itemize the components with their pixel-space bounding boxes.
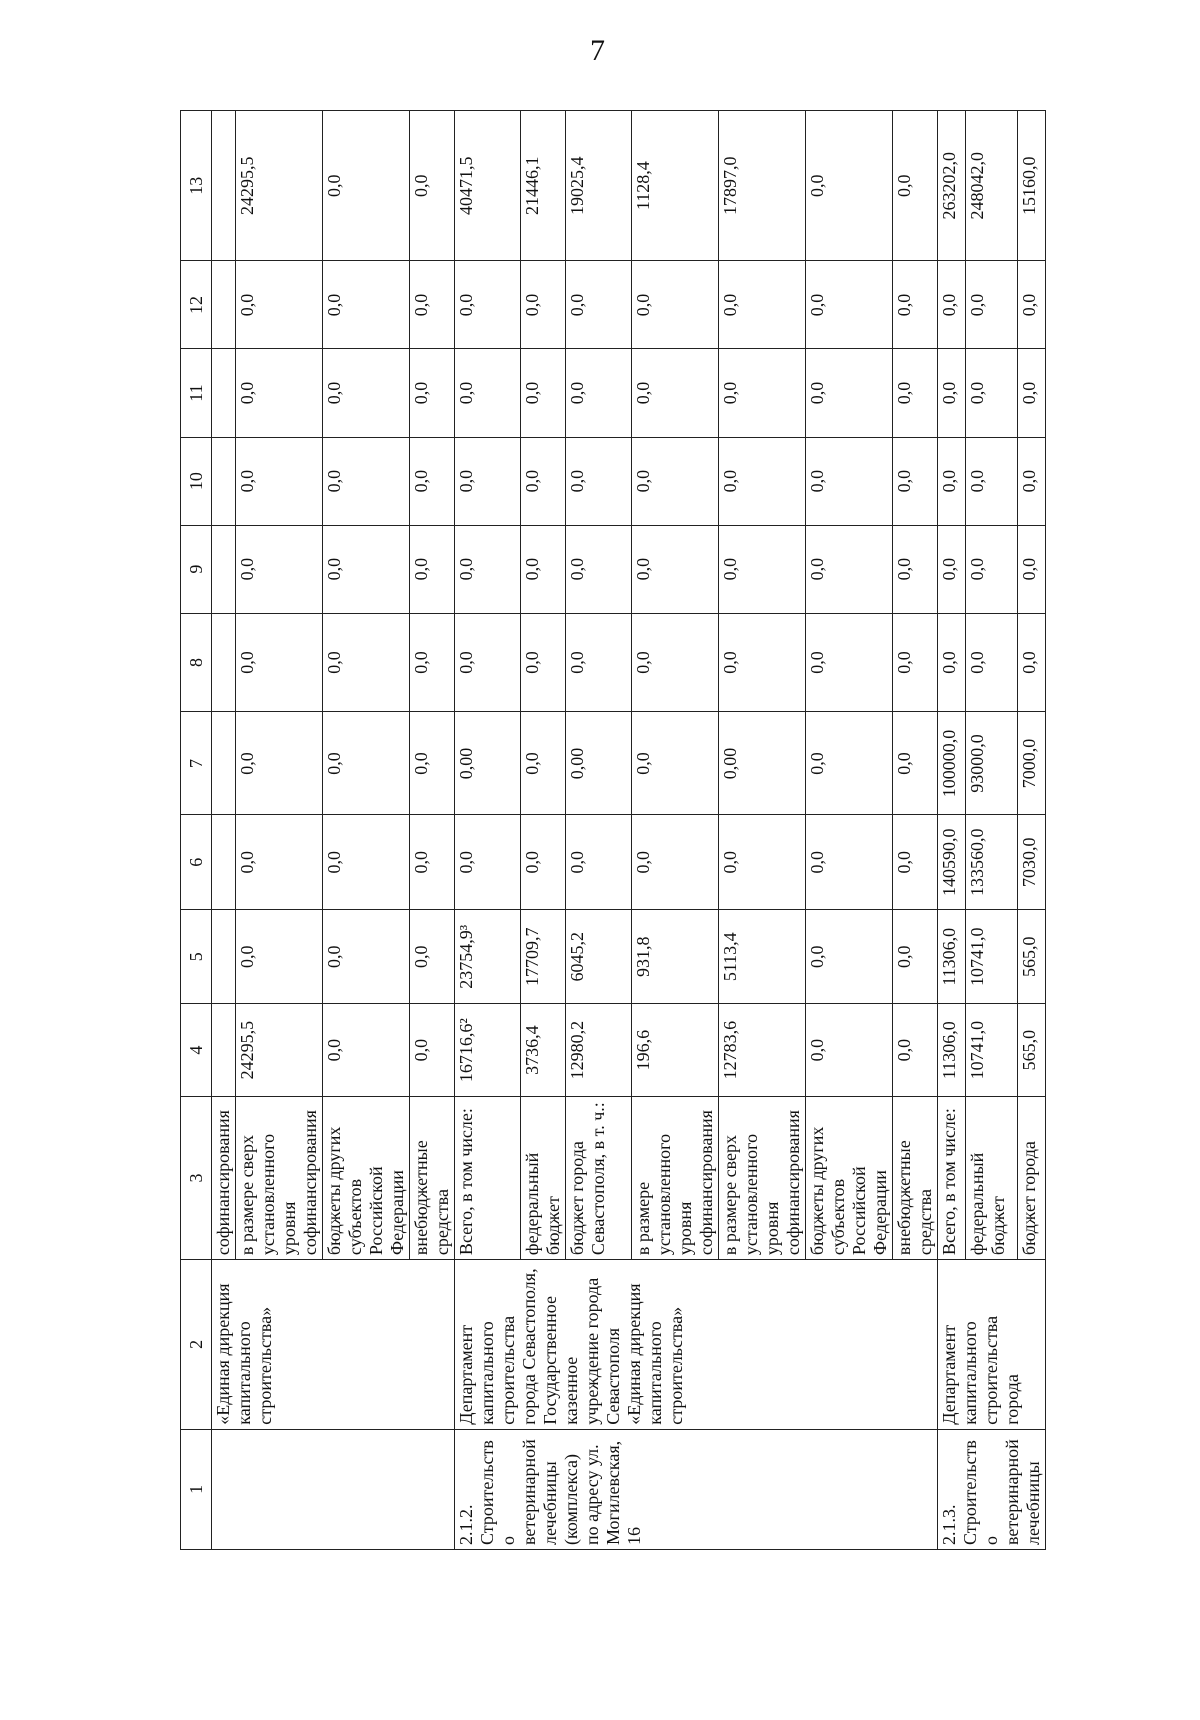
value-cell-col-7: 0,0: [410, 712, 455, 815]
column-header-13: 13: [181, 111, 212, 261]
value-cell-col-13: 17897,0: [719, 111, 806, 261]
value-cell-col-13: 24295,5: [236, 111, 323, 261]
funding-source-cell: бюджет города: [1018, 1096, 1046, 1259]
value-cell-col-11: 0,0: [632, 349, 719, 437]
value-cell-col-11: 0,0: [236, 349, 323, 437]
column-header-8: 8: [181, 613, 212, 712]
value-cell-col-5: 0,0: [806, 910, 893, 1005]
value-cell-col-7: 0,0: [323, 712, 410, 815]
executor-cell: Департамент капитального строительства города Севастополя, Государственное казенное учреждение города Севастополя «Единая дирекция капитального строительства»: [455, 1260, 938, 1430]
value-cell-col-9: 0,0: [236, 525, 323, 613]
value-cell-col-7: 0,0: [521, 712, 566, 815]
value-cell-col-8: 0,0: [455, 613, 521, 712]
value-cell-col-12: 0,0: [893, 261, 938, 349]
executor-cell: Департамент капитального строительства города: [938, 1260, 1046, 1430]
value-cell-col-12: 0,0: [323, 261, 410, 349]
value-cell-col-6: 0,0: [632, 815, 719, 910]
rotated-table-container: [180, 110, 1120, 1550]
value-cell-col-7: 100000,0: [938, 712, 966, 815]
value-cell-col-6: 0,0: [719, 815, 806, 910]
page-number: 7: [590, 34, 605, 67]
value-cell-col-8: [212, 613, 236, 712]
value-cell-col-10: 0,0: [938, 437, 966, 525]
value-cell-col-6: 0,0: [410, 815, 455, 910]
funding-source-cell: внебюджетные средства: [893, 1096, 938, 1259]
value-cell-col-5: 931,8: [632, 910, 719, 1005]
value-cell-col-11: 0,0: [938, 349, 966, 437]
table-row: [938, 111, 966, 1550]
value-cell-col-10: 0,0: [965, 437, 1017, 525]
value-cell-col-5: 0,0: [410, 910, 455, 1005]
value-cell-col-5: 23754,9³: [455, 910, 521, 1005]
value-cell-col-12: 0,0: [236, 261, 323, 349]
value-cell-col-12: 0,0: [965, 261, 1017, 349]
value-cell-col-9: 0,0: [965, 525, 1017, 613]
value-cell-col-4: 16716,6²: [455, 1004, 521, 1096]
column-header-1: 1: [181, 1429, 212, 1549]
funding-source-cell: бюджеты других субъектов Российской Федерации: [323, 1096, 410, 1259]
value-cell-col-8: 0,0: [323, 613, 410, 712]
value-cell-col-8: 0,0: [632, 613, 719, 712]
value-cell-col-12: 0,0: [1018, 261, 1046, 349]
funding-source-cell: бюджет города Севастополя, в т. ч.:: [566, 1096, 632, 1259]
value-cell-col-10: [212, 437, 236, 525]
funding-source-cell: федеральный бюджет: [521, 1096, 566, 1259]
value-cell-col-5: 17709,7: [521, 910, 566, 1005]
value-cell-col-5: [212, 910, 236, 1005]
value-cell-col-9: 0,0: [521, 525, 566, 613]
value-cell-col-8: 0,0: [806, 613, 893, 712]
value-cell-col-13: 263202,0: [938, 111, 966, 261]
value-cell-col-8: 0,0: [893, 613, 938, 712]
value-cell-col-10: 0,0: [719, 437, 806, 525]
value-cell-col-7: 0,0: [893, 712, 938, 815]
value-cell-col-13: [212, 111, 236, 261]
value-cell-col-5: 10741,0: [965, 910, 1017, 1005]
table-row: [212, 111, 236, 1550]
value-cell-col-9: 0,0: [893, 525, 938, 613]
value-cell-col-11: 0,0: [893, 349, 938, 437]
value-cell-col-10: 0,0: [410, 437, 455, 525]
value-cell-col-9: 0,0: [566, 525, 632, 613]
column-header-10: 10: [181, 437, 212, 525]
value-cell-col-9: 0,0: [719, 525, 806, 613]
value-cell-col-6: 0,0: [455, 815, 521, 910]
value-cell-col-11: 0,0: [965, 349, 1017, 437]
value-cell-col-5: 6045,2: [566, 910, 632, 1005]
funding-source-cell: Всего, в том числе:: [455, 1096, 521, 1259]
value-cell-col-13: 19025,4: [566, 111, 632, 261]
column-header-5: 5: [181, 910, 212, 1005]
value-cell-col-5: 0,0: [893, 910, 938, 1005]
value-cell-col-10: 0,0: [632, 437, 719, 525]
value-cell-col-13: 248042,0: [965, 111, 1017, 261]
value-cell-col-4: 12980,2: [566, 1004, 632, 1096]
value-cell-col-13: 0,0: [806, 111, 893, 261]
value-cell-col-10: 0,0: [566, 437, 632, 525]
value-cell-col-6: [212, 815, 236, 910]
value-cell-col-8: 0,0: [410, 613, 455, 712]
column-header-11: 11: [181, 349, 212, 437]
value-cell-col-12: 0,0: [938, 261, 966, 349]
value-cell-col-7: 0,00: [719, 712, 806, 815]
value-cell-col-12: [212, 261, 236, 349]
funding-source-cell: в размере установленного уровня софинансирования: [632, 1096, 719, 1259]
value-cell-col-7: 0,0: [632, 712, 719, 815]
column-header-7: 7: [181, 712, 212, 815]
value-cell-col-13: 21446,1: [521, 111, 566, 261]
value-cell-col-12: 0,0: [719, 261, 806, 349]
value-cell-col-12: 0,0: [632, 261, 719, 349]
funding-source-cell: в размере сверх установленного уровня софинансирования: [719, 1096, 806, 1259]
value-cell-col-11: 0,0: [410, 349, 455, 437]
value-cell-col-10: 0,0: [455, 437, 521, 525]
value-cell-col-7: [212, 712, 236, 815]
value-cell-col-13: 40471,5: [455, 111, 521, 261]
value-cell-col-6: 0,0: [323, 815, 410, 910]
column-header-9: 9: [181, 525, 212, 613]
value-cell-col-13: 0,0: [323, 111, 410, 261]
value-cell-col-6: 140590,0: [938, 815, 966, 910]
value-cell-col-6: 0,0: [521, 815, 566, 910]
value-cell-col-11: 0,0: [806, 349, 893, 437]
value-cell-col-6: 7030,0: [1018, 815, 1046, 910]
value-cell-col-4: 24295,5: [236, 1004, 323, 1096]
value-cell-col-5: 5113,4: [719, 910, 806, 1005]
value-cell-col-13: 1128,4: [632, 111, 719, 261]
value-cell-col-12: 0,0: [806, 261, 893, 349]
funding-source-cell: бюджеты других субъектов Российской Федерации: [806, 1096, 893, 1259]
value-cell-col-5: 11306,0: [938, 910, 966, 1005]
table-body: [212, 111, 1046, 1550]
value-cell-col-7: 0,00: [455, 712, 521, 815]
value-cell-col-4: 0,0: [410, 1004, 455, 1096]
value-cell-col-7: 0,0: [236, 712, 323, 815]
funding-source-cell: софинансирования: [212, 1096, 236, 1259]
value-cell-col-4: 565,0: [1018, 1004, 1046, 1096]
value-cell-col-8: 0,0: [965, 613, 1017, 712]
value-cell-col-12: 0,0: [410, 261, 455, 349]
value-cell-col-13: 0,0: [893, 111, 938, 261]
object-name-cell: 2.1.2. Строительство ветеринарной лечебницы (комплекса) по адресу ул. Могилевская, 16: [455, 1429, 938, 1549]
value-cell-col-10: 0,0: [323, 437, 410, 525]
value-cell-col-11: 0,0: [521, 349, 566, 437]
value-cell-col-9: 0,0: [632, 525, 719, 613]
budget-table: [180, 110, 1046, 1550]
value-cell-col-4: 11306,0: [938, 1004, 966, 1096]
value-cell-col-9: 0,0: [323, 525, 410, 613]
value-cell-col-7: 0,00: [566, 712, 632, 815]
value-cell-col-10: 0,0: [893, 437, 938, 525]
value-cell-col-10: 0,0: [236, 437, 323, 525]
value-cell-col-9: 0,0: [806, 525, 893, 613]
column-number-row: [181, 111, 212, 1550]
funding-source-cell: внебюджетные средства: [410, 1096, 455, 1259]
value-cell-col-7: 0,0: [806, 712, 893, 815]
funding-source-cell: федеральный бюджет: [965, 1096, 1017, 1259]
value-cell-col-9: 0,0: [1018, 525, 1046, 613]
value-cell-col-8: 0,0: [521, 613, 566, 712]
funding-source-cell: Всего, в том числе:: [938, 1096, 966, 1259]
value-cell-col-11: 0,0: [455, 349, 521, 437]
value-cell-col-12: 0,0: [566, 261, 632, 349]
value-cell-col-5: 565,0: [1018, 910, 1046, 1005]
object-name-cell: 2.1.3. Строительство ветеринарной лечебницы: [938, 1429, 1046, 1549]
value-cell-col-6: 133560,0: [965, 815, 1017, 910]
value-cell-col-4: 10741,0: [965, 1004, 1017, 1096]
value-cell-col-6: 0,0: [566, 815, 632, 910]
value-cell-col-8: 0,0: [236, 613, 323, 712]
value-cell-col-4: 12783,6: [719, 1004, 806, 1096]
value-cell-col-5: 0,0: [323, 910, 410, 1005]
value-cell-col-6: 0,0: [893, 815, 938, 910]
value-cell-col-8: 0,0: [938, 613, 966, 712]
table-row: [455, 111, 521, 1550]
value-cell-col-4: 196,6: [632, 1004, 719, 1096]
value-cell-col-11: 0,0: [1018, 349, 1046, 437]
value-cell-col-11: 0,0: [566, 349, 632, 437]
value-cell-col-8: 0,0: [1018, 613, 1046, 712]
value-cell-col-8: 0,0: [566, 613, 632, 712]
value-cell-col-8: 0,0: [719, 613, 806, 712]
value-cell-col-11: [212, 349, 236, 437]
value-cell-col-9: 0,0: [938, 525, 966, 613]
column-header-3: 3: [181, 1096, 212, 1259]
value-cell-col-6: 0,0: [236, 815, 323, 910]
column-header-2: 2: [181, 1260, 212, 1430]
value-cell-col-4: [212, 1004, 236, 1096]
column-header-4: 4: [181, 1004, 212, 1096]
value-cell-col-7: 93000,0: [965, 712, 1017, 815]
value-cell-col-7: 7000,0: [1018, 712, 1046, 815]
value-cell-col-11: 0,0: [719, 349, 806, 437]
value-cell-col-4: 3736,4: [521, 1004, 566, 1096]
value-cell-col-5: 0,0: [236, 910, 323, 1005]
value-cell-col-6: 0,0: [806, 815, 893, 910]
value-cell-col-9: [212, 525, 236, 613]
value-cell-col-13: 0,0: [410, 111, 455, 261]
column-header-12: 12: [181, 261, 212, 349]
value-cell-col-10: 0,0: [1018, 437, 1046, 525]
value-cell-col-4: 0,0: [893, 1004, 938, 1096]
value-cell-col-4: 0,0: [806, 1004, 893, 1096]
funding-source-cell: в размере сверх установленного уровня софинансирования: [236, 1096, 323, 1259]
value-cell-col-12: 0,0: [521, 261, 566, 349]
executor-cell: «Единая дирекция капитального строительства»: [212, 1260, 455, 1430]
value-cell-col-9: 0,0: [455, 525, 521, 613]
value-cell-col-11: 0,0: [323, 349, 410, 437]
value-cell-col-9: 0,0: [410, 525, 455, 613]
value-cell-col-12: 0,0: [455, 261, 521, 349]
value-cell-col-10: 0,0: [521, 437, 566, 525]
value-cell-col-10: 0,0: [806, 437, 893, 525]
value-cell-col-13: 15160,0: [1018, 111, 1046, 261]
value-cell-col-4: 0,0: [323, 1004, 410, 1096]
column-header-6: 6: [181, 815, 212, 910]
object-name-cell: [212, 1429, 455, 1549]
